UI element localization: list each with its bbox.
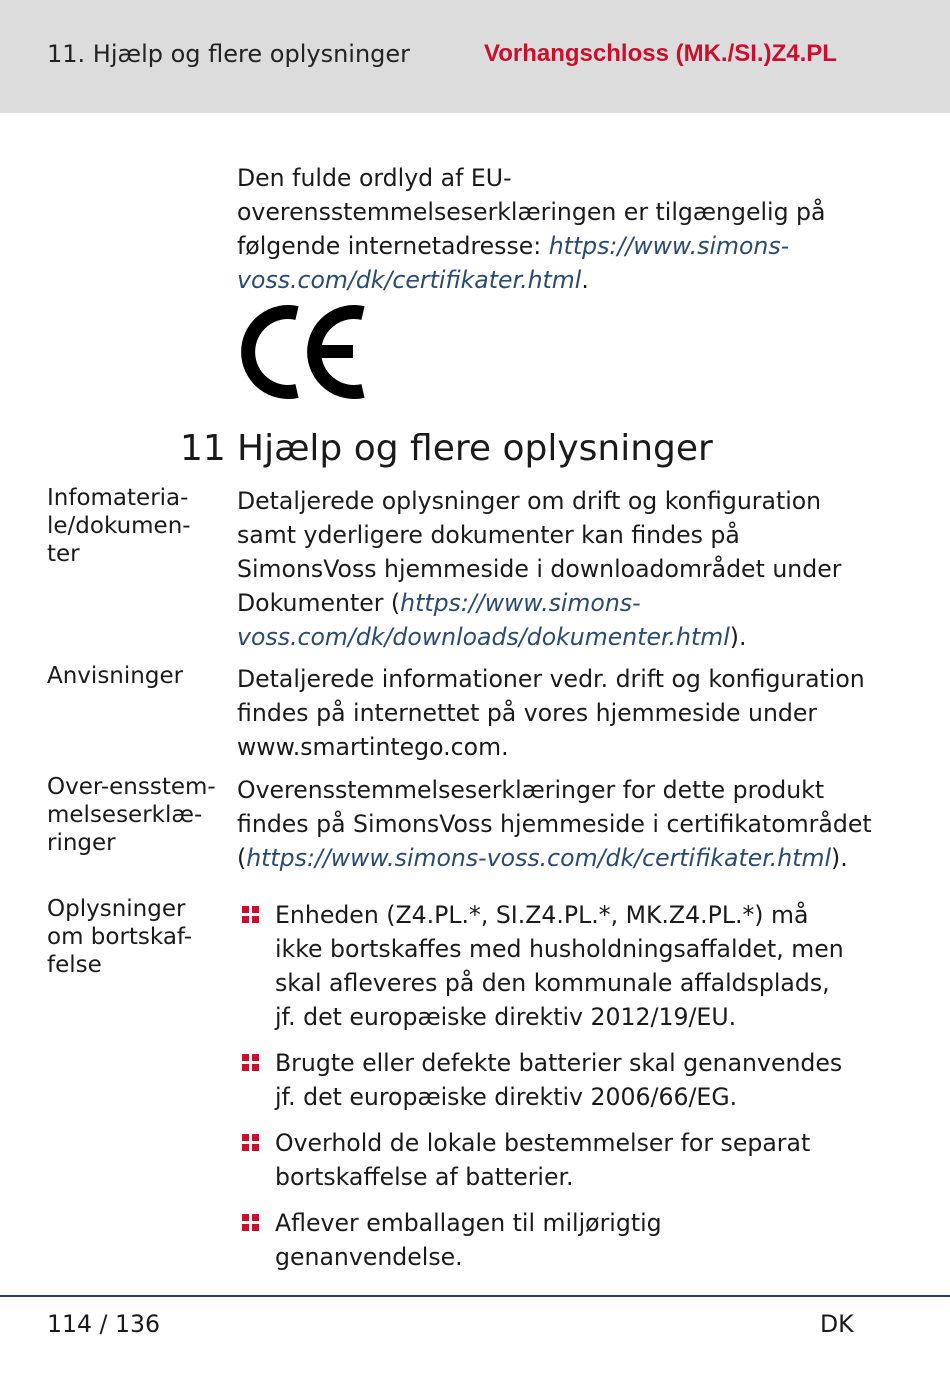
intro-paragraph: Den fulde ordlyd af EU-overensstemmelseserklæringen er tilgængelig på følgende internetadresse: https://www.simons-voss.com/dk/certifikater.html.: [237, 164, 826, 294]
ce-mark-icon: [237, 305, 367, 399]
downloads-link[interactable]: https://www.simons-voss.com/dk/downloads/dokumenter.html: [237, 589, 730, 651]
infomaterial-paragraph: Detaljerede oplysninger om drift og konfiguration samt yderligere dokumenter kan findes på SimonsVoss hjemmeside i downloadområdet under Dokumenter (https://www.simons-voss.com/dk/downloads/dokumenter.html).: [237, 487, 842, 651]
section-title: Hjælp og flere oplysninger: [237, 428, 713, 469]
section-number: 11: [180, 428, 226, 469]
bullet-icon: [242, 1054, 260, 1072]
bullet-icon: [242, 1134, 260, 1152]
language-code: DK: [820, 1310, 854, 1338]
footer-divider: [0, 1295, 950, 1297]
bullet-icon: [242, 906, 260, 924]
certificates-link[interactable]: https://www.simons-voss.com/dk/certifikater.html: [246, 844, 832, 872]
page-number: 114 / 136: [47, 1310, 161, 1338]
side-label-infomaterial: Infomateria-le/dokumen-ter: [47, 485, 191, 567]
side-label-bortskaffelse: Oplysninger om bortskaf-felse: [47, 896, 193, 978]
anvisninger-paragraph: Detaljerede informationer vedr. drift og konfiguration findes på internettet på vores hjemmeside under www.smartintego.com.: [237, 665, 865, 761]
page-header: [0, 0, 950, 113]
side-label-anvisninger: Anvisninger: [47, 663, 184, 689]
intro-link[interactable]: https://www.simons-voss.com/dk/certifikater.html: [237, 232, 790, 294]
header-product-name: Vorhangschloss (MK./SI.)Z4.PL: [484, 40, 837, 67]
side-label-overensstemmelse: Over-ensstem-melseserklæ-ringer: [47, 774, 216, 856]
bullet-icon: [242, 1214, 260, 1232]
overensstemmelse-paragraph: Overensstemmelseserklæringer for dette produkt findes på SimonsVoss hjemmeside i certifikatområdet (https://www.simons-voss.com/dk/certifikater.html).: [237, 776, 872, 872]
header-section-title: 11. Hjælp og flere oplysninger: [47, 40, 411, 68]
intro-text: Den fulde ordlyd af EU-overensstemmelseserklæringen er tilgængelig på følgende internetadresse:: [237, 164, 826, 260]
